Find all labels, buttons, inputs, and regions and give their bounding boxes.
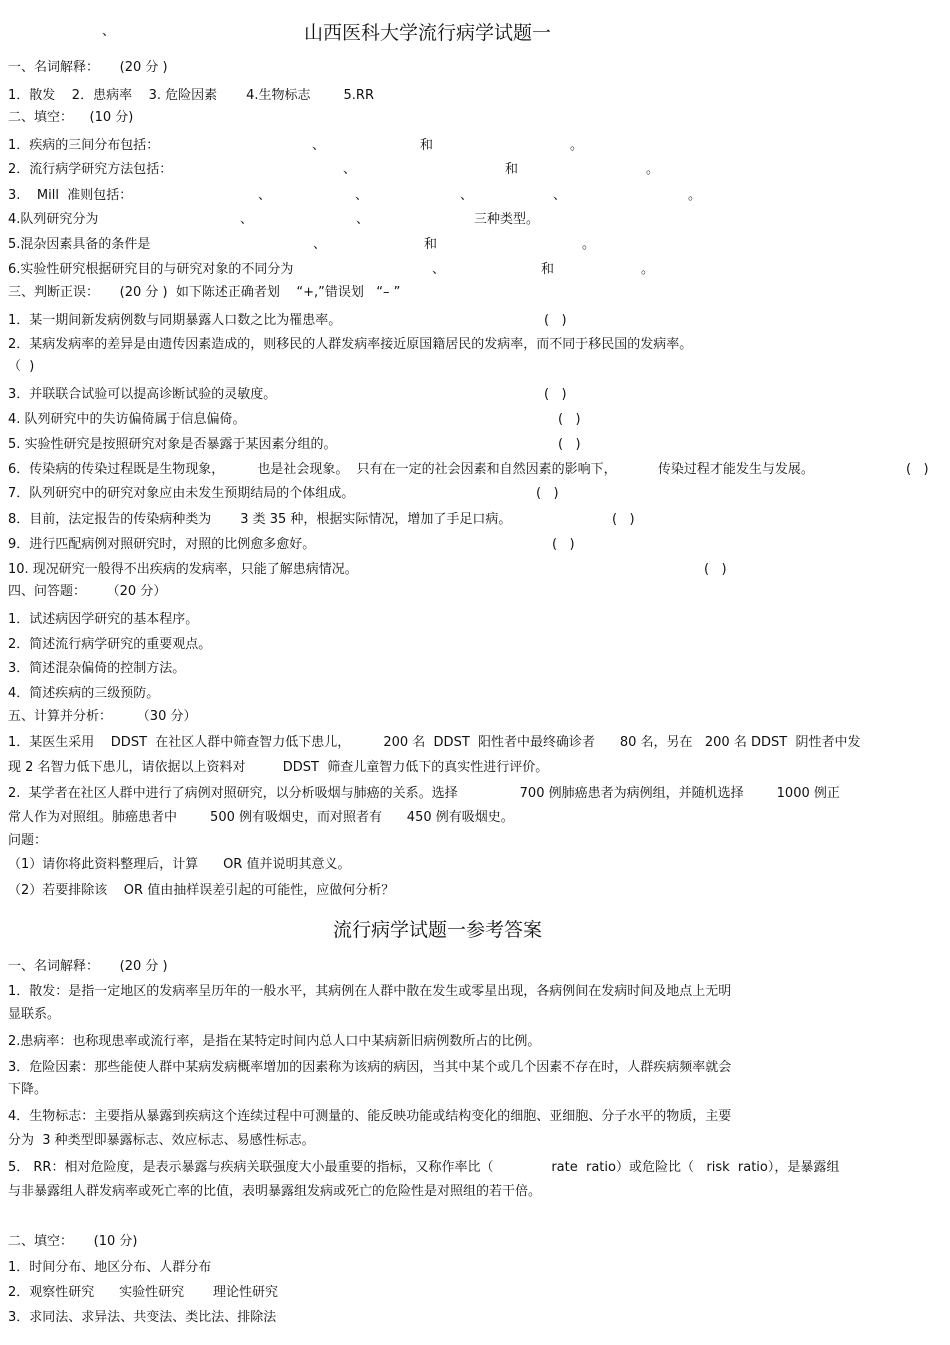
answer-title: 流行病学试题一参考答案 <box>333 919 543 941</box>
section-1-heading: 一、名词解释： (20 分 ) <box>8 60 168 75</box>
tf-q3-answer-bracket[interactable]: ( ) <box>544 387 567 402</box>
tf-q8: 8．目前，法定报告的传染病种类为 3 类 35 种，根据实际情况，增加了手足口病。 <box>8 512 512 527</box>
fill-q4: 4.队列研究分为 <box>8 212 99 227</box>
fill-q2: 2．流行病学研究方法包括： <box>8 162 173 177</box>
fill-q2-mark: 、 <box>343 162 357 177</box>
section-1-items: 1．散发 2．患病率 3. 危险因素 4.生物标志 5.RR <box>8 88 374 103</box>
fill-q3-mark: 、 <box>553 188 567 203</box>
section-5-heading: 五、计算并分析： （30 分） <box>8 709 197 724</box>
calc-line: 1．某医生采用 DDST 在社区人群中筛查智力低下患儿， 200 名 DDST 阳性者中最终确诊者 80 名，另在 200 名 DDST 阴性者中发 <box>8 735 861 750</box>
fill-q4-mark: 、 <box>356 212 370 227</box>
calc-line: 现 2 名智力低下患儿，请依据以上资料对 DDST 筛查儿童智力低下的真实性进行评价。 <box>8 760 549 775</box>
qa-item: 3．简述混杂偏倚的控制方法。 <box>8 661 186 676</box>
answer-line: 显联系。 <box>8 1007 61 1022</box>
fill-q1-mark: 、 <box>312 138 326 153</box>
tf-q9: 9．进行匹配病例对照研究时，对照的比例愈多愈好。 <box>8 537 316 552</box>
fill-q2-mark: 。 <box>646 162 660 177</box>
fill-q6: 6.实验性研究根据研究目的与研究对象的不同分为 <box>8 262 294 277</box>
section-3-heading: 三、判断正误： (20 分 ) 如下陈述正确者划 “+,”错误划 “– ” <box>8 285 401 300</box>
calc-line: 问题： <box>8 833 48 848</box>
answer-fill-line: 1．时间分布、地区分布、人群分布 <box>8 1260 212 1275</box>
fill-q1-mark: 。 <box>570 138 584 153</box>
answer-fill-line: 3．求同法、求异法、共变法、类比法、排除法 <box>8 1310 277 1325</box>
answer-line: 4．生物标志：主要指从暴露到疾病这个连续过程中可测量的、能反映功能或结构变化的细胞、亚细胞、分子水平的物质，主要 <box>8 1109 732 1124</box>
tf-q2-answer-bracket[interactable]: （ ) <box>8 359 35 374</box>
tf-q10: 10. 现况研究一般得不出疾病的发病率，只能了解患病情况。 <box>8 562 358 577</box>
fill-q3-mark: 、 <box>355 188 369 203</box>
tf-q4: 4. 队列研究中的失访偏倚属于信息偏倚。 <box>8 412 246 427</box>
tf-q9-answer-bracket[interactable]: ( ) <box>552 537 575 552</box>
section-4-heading: 四、问答题： （20 分） <box>8 584 167 599</box>
tf-q8-answer-bracket[interactable]: ( ) <box>612 512 635 527</box>
fill-q5-mark: 和 <box>424 237 438 252</box>
answer-line: 2.患病率：也称现患率或流行率，是指在某特定时间内总人口中某病新旧病例数所占的比例。 <box>8 1034 541 1049</box>
fill-q3: 3. Mill 准则包括： <box>8 188 133 203</box>
tf-q2: 2．某病发病率的差异是由遗传因素造成的，则移民的人群发病率接近原国籍居民的发病率，而不同于移民国的发病率。 <box>8 337 693 352</box>
answer-fill-line: 2．观察性研究 实验性研究 理论性研究 <box>8 1285 278 1300</box>
fill-q5: 5.混杂因素具备的条件是 <box>8 237 151 252</box>
fill-q6-mark: 、 <box>432 262 446 277</box>
fill-q3-mark: 、 <box>460 188 474 203</box>
qa-item: 2．简述流行病学研究的重要观点。 <box>8 637 212 652</box>
fill-q1-mark: 和 <box>420 138 434 153</box>
answer-line: 与非暴露组人群发病率或死亡率的比值，表明暴露组发病或死亡的危险性是对照组的若干倍。 <box>8 1184 542 1199</box>
tf-q3: 3．并联联合试验可以提高诊断试验的灵敏度。 <box>8 387 277 402</box>
answer-line: 1．散发：是指一定地区的发病率呈历年的一般水平，其病例在人群中散在发生或零星出现，各病例间在发病时间及地点上无明 <box>8 984 732 999</box>
fill-q4-mark: 、 <box>240 212 254 227</box>
tf-q6: 6．传染病的传染过程既是生物现象， 也是社会现象。 只有在一定的社会因素和自然因素的影响下， 传染过程才能发生与发展。 <box>8 462 814 477</box>
tf-q7-answer-bracket[interactable]: ( ) <box>536 486 559 501</box>
calc-line: （2）若要排除该 OR 值由抽样误差引起的可能性，应做何分析？ <box>8 883 395 898</box>
fill-q6-mark: 和 <box>541 262 555 277</box>
calc-line: 2. 某学者在社区人群中进行了病例对照研究，以分析吸烟与肺癌的关系。选择 700 例肺癌患者为病例组，并随机选择 1000 例正 <box>8 786 840 801</box>
page-title: 山西医科大学流行病学试题一 <box>304 22 552 44</box>
tf-q1-answer-bracket[interactable]: ( ) <box>544 313 567 328</box>
qa-item: 1．试述病因学研究的基本程序。 <box>8 612 199 627</box>
fill-q2-mark: 和 <box>505 162 519 177</box>
corner-mark: 、 <box>102 24 116 39</box>
tf-q1: 1．某一期间新发病例数与同期暴露人口数之比为罹患率。 <box>8 313 342 328</box>
fill-q3-mark: 。 <box>688 188 702 203</box>
tf-q4-answer-bracket[interactable]: ( ) <box>558 412 581 427</box>
section-2-heading: 二、填空： (10 分) <box>8 110 134 125</box>
calc-line: （1）请你将此资料整理后，计算 OR 值并说明其意义。 <box>8 857 351 872</box>
fill-q5-mark: 。 <box>582 237 596 252</box>
fill-q5-mark: 、 <box>313 237 327 252</box>
qa-item: 4．简述疾病的三级预防。 <box>8 686 160 701</box>
answer-line: 分为 3 种类型即暴露标志、效应标志、易感性标志。 <box>8 1133 315 1148</box>
answer-section-1-heading: 一、名词解释： (20 分 ) <box>8 959 168 974</box>
fill-q4-mark: 三种类型。 <box>474 212 540 227</box>
tf-q5-answer-bracket[interactable]: ( ) <box>558 437 581 452</box>
answer-section-2-heading: 二、填空： (10 分) <box>8 1234 138 1249</box>
tf-q6-answer-bracket[interactable]: ( ) <box>906 462 929 477</box>
answer-line: 下降。 <box>8 1082 48 1097</box>
fill-q3-mark: 、 <box>258 188 272 203</box>
answer-line: 5． RR：相对危险度，是表示暴露与疾病关联强度大小最重要的指标，又称作率比（ rate ratio）或危险比（ risk ratio），是暴露组 <box>8 1160 840 1175</box>
fill-q6-mark: 。 <box>641 262 655 277</box>
fill-q1: 1．疾病的三间分布包括： <box>8 138 160 153</box>
tf-q7: 7．队列研究中的研究对象应由未发生预期结局的个体组成。 <box>8 486 355 501</box>
answer-line: 3．危险因素：那些能使人群中某病发病概率增加的因素称为该病的病因，当其中某个或几个因素不存在时，人群疾病频率就会 <box>8 1060 732 1075</box>
tf-q5: 5. 实验性研究是按照研究对象是否暴露于某因素分组的。 <box>8 437 337 452</box>
calc-line: 常人作为对照组。肺癌患者中 500 例有吸烟史，而对照者有 450 例有吸烟史。 <box>8 810 514 825</box>
tf-q10-answer-bracket[interactable]: ( ) <box>704 562 727 577</box>
